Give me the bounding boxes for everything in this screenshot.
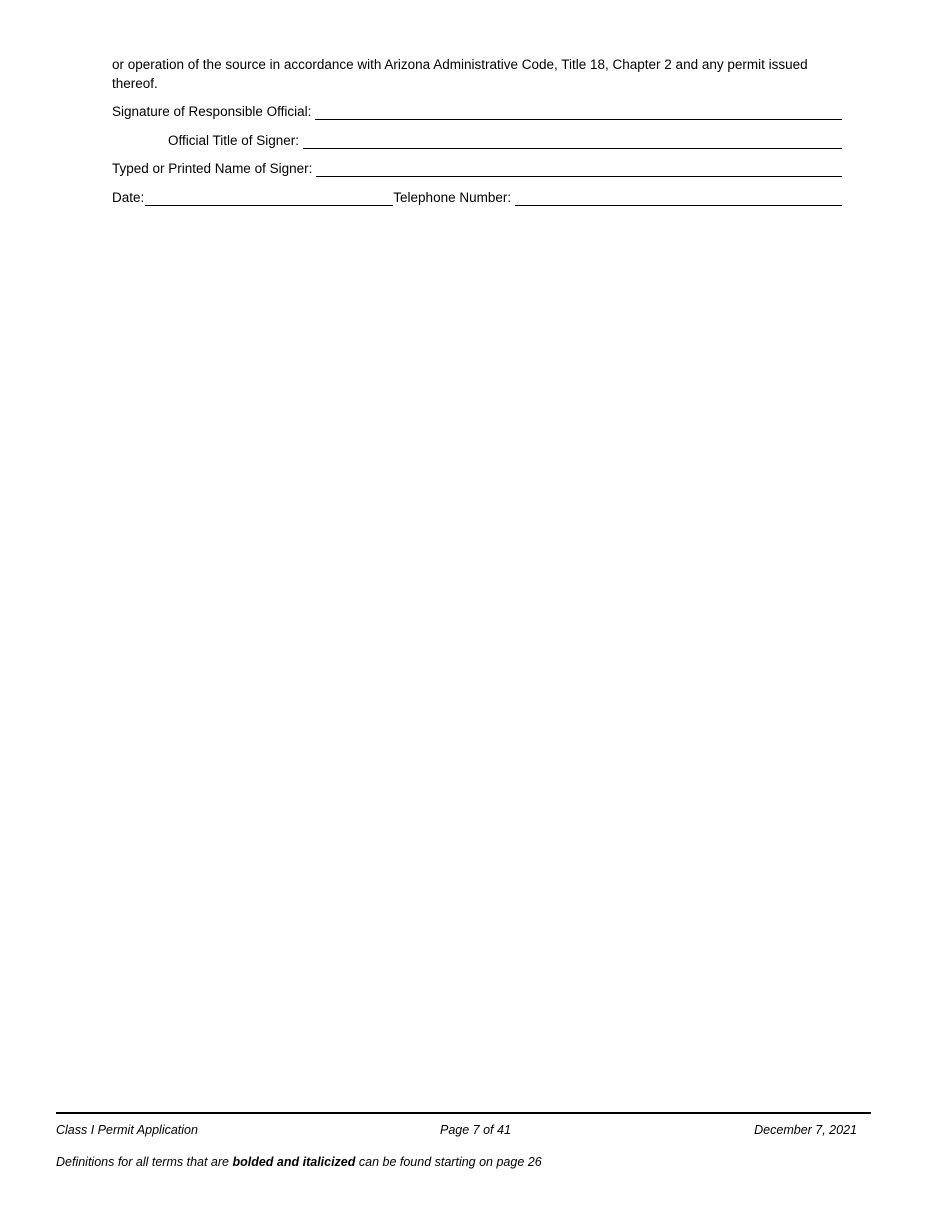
date-input-line[interactable] <box>145 190 393 206</box>
official-title-label: Official Title of Signer: <box>168 133 300 148</box>
footer-page-number: Page 7 of 41 <box>440 1123 511 1137</box>
footer-note-end: can be found starting on page 26 <box>355 1155 542 1169</box>
signature-input-line[interactable] <box>315 104 842 120</box>
typed-name-label: Typed or Printed Name of Signer: <box>112 161 313 176</box>
signature-label: Signature of Responsible Official: <box>112 104 312 119</box>
typed-name-input-line[interactable] <box>316 161 842 177</box>
footer-date: December 7, 2021 <box>754 1123 857 1137</box>
footer-note-start: Definitions for all terms that are <box>56 1155 233 1169</box>
footer-note-emphasis: bolded and italicized <box>232 1155 356 1169</box>
telephone-input-line[interactable] <box>515 190 842 206</box>
date-telephone-field <box>112 188 842 206</box>
footer-document-title: Class I Permit Application <box>56 1123 198 1137</box>
official-title-input-line[interactable] <box>303 133 842 149</box>
telephone-label: Telephone Number: <box>393 190 512 205</box>
footer-divider <box>56 1112 871 1114</box>
date-label: Date: <box>112 190 145 205</box>
footer-definitions-note <box>56 1155 542 1169</box>
certification-text: or operation of the source in accordance with Arizona Administrative Code, Title 18, Chapter 2 and any permit issued thereof. <box>112 57 808 91</box>
official-title-field <box>168 131 842 149</box>
signature-field <box>112 102 842 120</box>
typed-name-field <box>112 159 842 177</box>
